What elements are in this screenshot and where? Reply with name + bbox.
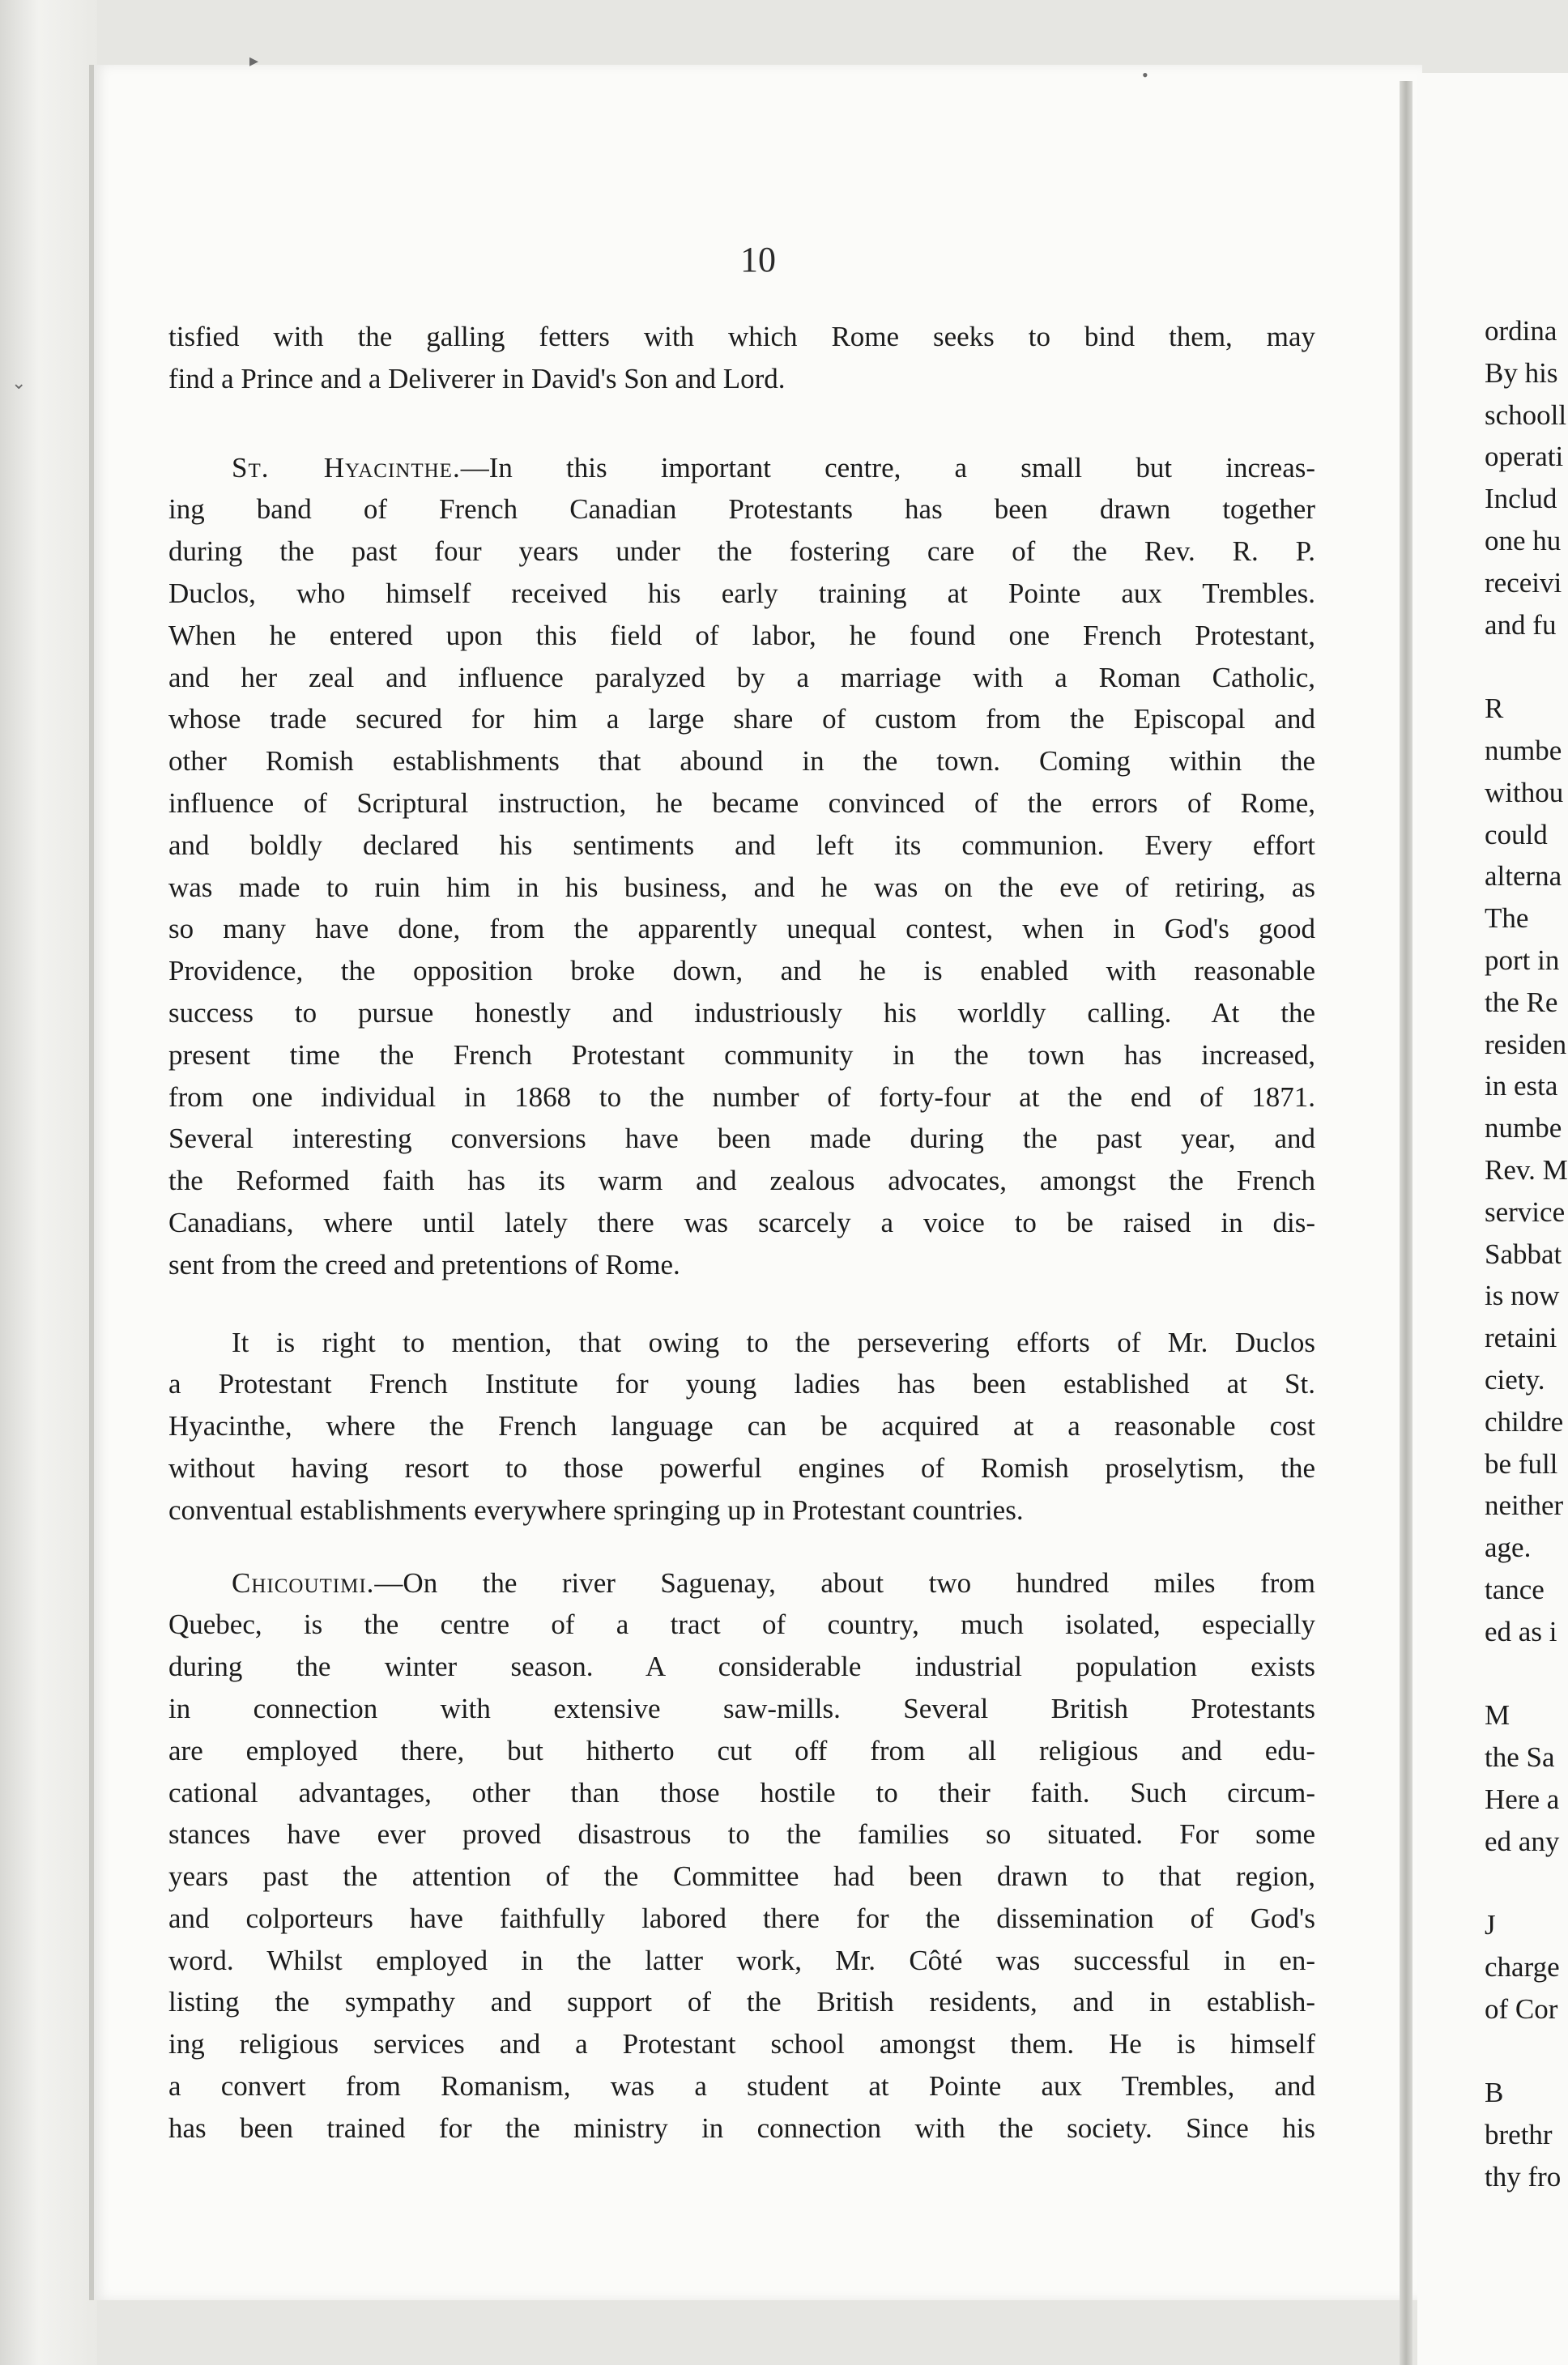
text-line: whose trade secured for him a large share of custom from the Episcopal and [168, 703, 1315, 735]
right-page-fragment: Includ [1485, 483, 1557, 515]
right-page-fragment: R [1485, 692, 1504, 725]
text-line: was made to ruin him in his business, and he was on the eve of retiring, as [168, 871, 1315, 903]
text-line: influence of Scriptural instruction, he became convinced of the errors of Rome, [168, 786, 1315, 819]
text-line: are employed there, but hitherto cut off from all religious and edu- [168, 1734, 1315, 1766]
scan-speck: ⌄ [11, 373, 27, 393]
text-line: other Romish establishments that abound in the town. Coming within the [168, 745, 1315, 778]
right-page-fragment: ordina [1485, 315, 1557, 347]
text-line: find a Prince and a Deliverer in David's Son and Lord. [168, 362, 786, 394]
right-page-fragment: is now [1485, 1280, 1560, 1312]
right-page-fragment: brethr [1485, 2119, 1553, 2151]
right-page-fragment: neither [1485, 1489, 1564, 1522]
right-page-fragment: could [1485, 818, 1548, 850]
scan-speck: ▸ [249, 50, 259, 70]
right-page-fragment: and fu [1485, 608, 1557, 641]
text-line: success to pursue honestly and industriously his worldly calling. At the [168, 996, 1315, 1029]
text-line: without having resort to those powerful engines of Romish proselytism, the [168, 1451, 1315, 1484]
right-page-fragment [1485, 2030, 1568, 2073]
right-page-fragment: age. [1485, 1532, 1532, 1564]
text-line: conventual establishments everywhere springing up in Protestant countries. [168, 1494, 1024, 1526]
right-page-fragment: port in [1485, 944, 1560, 976]
text-line: word. Whilst employed in the latter work, Mr. Côté was successful in en- [168, 1944, 1315, 1976]
right-page-fragment [1485, 1862, 1568, 1904]
text-line: a convert from Romanism, was a student at Pointe aux Trembles, and [168, 2070, 1315, 2103]
right-page-fragment: schooll [1485, 398, 1567, 431]
text-line: the Reformed faith has its warm and zealous advocates, amongst the French [168, 1165, 1315, 1197]
text-line: It is right to mention, that owing to the persevering efforts of Mr. Duclos [232, 1326, 1315, 1358]
right-page-fragment: retaini [1485, 1322, 1557, 1354]
right-page-fragment: childre [1485, 1405, 1564, 1438]
right-page-text-fragments [1485, 310, 1568, 2198]
text-line: cational advantages, other than those hostile to their faith. Such circum- [168, 1776, 1315, 1809]
text-line: in connection with extensive saw-mills. Several British Protestants [168, 1692, 1315, 1724]
text-line: listing the sympathy and support of the British residents, and in establish- [168, 1986, 1315, 2018]
text-line: present time the French Protestant community in the town has increased, [168, 1038, 1315, 1071]
right-page-fragment: ed as i [1485, 1615, 1557, 1647]
text-line: Several interesting conversions have been made during the past year, and [168, 1123, 1315, 1155]
right-page-fragment: The [1485, 902, 1529, 935]
right-page-fragment [1485, 646, 1568, 688]
text-line: from one individual in 1868 to the number of forty-four at the end of 1871. [168, 1080, 1315, 1113]
right-page-fragment: charge [1485, 1951, 1560, 1984]
text-line: sent from the creed and pretentions of Rome. [168, 1248, 680, 1281]
text-line: so many have done, from the apparently unequal contest, when in God's good [168, 913, 1315, 945]
right-page-fragment: service [1485, 1195, 1566, 1228]
section-heading: Chicoutimi. [232, 1566, 375, 1599]
paragraph-gap [168, 400, 1315, 447]
text-line: and her zeal and influence paralyzed by a marriage with a Roman Catholic, [168, 661, 1315, 693]
right-page-fragment: Here a [1485, 1783, 1560, 1815]
left-page-text-block [168, 316, 1315, 2150]
text-line: has been trained for the ministry in connection with the society. Since his [168, 2111, 1315, 2144]
text-line: Providence, the opposition broke down, and he is enabled with reasonable [168, 955, 1315, 987]
text-line: Hyacinthe, where the French language can be acquired at a reasonable cost [168, 1410, 1315, 1442]
paragraph-gap [168, 1532, 1315, 1562]
text-line: ing religious services and a Protestant school amongst them. He is himself [168, 2028, 1315, 2060]
text-line: and colporteurs have faithfully labored there for the dissemination of God's [168, 1902, 1315, 1934]
text-line: Duclos, who himself received his early training at Pointe aux Trembles. [168, 577, 1315, 609]
scan-speck: • [1142, 65, 1148, 85]
right-page-fragment: tance [1485, 1573, 1545, 1605]
right-page-fragment: numbe [1485, 734, 1562, 766]
right-page-fragment: in esta [1485, 1070, 1558, 1102]
right-page-fragment: numbe [1485, 1112, 1562, 1144]
text-line: Quebec, is the centre of a tract of country, much isolated, especially [168, 1609, 1315, 1641]
right-page-fragment: Sabbat [1485, 1238, 1562, 1270]
right-page-fragment [1485, 1653, 1568, 1695]
page-number: 10 [740, 240, 776, 279]
left-binding-edge [0, 0, 97, 2365]
paragraph-gap [168, 1286, 1315, 1322]
right-page-fragment: J [1485, 1909, 1496, 1941]
right-page-fragment: Rev. M [1485, 1153, 1568, 1186]
text-line: during the winter season. A considerable industrial population exists [168, 1651, 1315, 1683]
right-page-fragment: alterna [1485, 860, 1562, 893]
text-line: tisfied with the galling fetters with which Rome seeks to bind them, may [168, 321, 1315, 352]
text-line: stances have ever proved disastrous to the families so situated. For some [168, 1818, 1315, 1851]
text-line: St. Hyacinthe.—In this important centre, a small but increas- [232, 451, 1316, 484]
text-line: years past the attention of the Committee had been drawn to that region, [168, 1860, 1315, 1893]
right-page-fragment: thy fro [1485, 2161, 1562, 2193]
right-page-fragment: withou [1485, 776, 1564, 808]
text-line: and boldly declared his sentiments and left its communion. Every effort [168, 829, 1315, 861]
section-heading: St. Hyacinthe. [232, 451, 461, 484]
right-page-fragment: be full [1485, 1447, 1558, 1480]
right-page-fragment: M [1485, 1699, 1510, 1732]
text-line: during the past four years under the fostering care of the Rev. R. P. [168, 535, 1315, 568]
right-page-fragment: receivi [1485, 566, 1562, 599]
right-page-fragment: the Sa [1485, 1741, 1555, 1774]
right-page-fragment: of Cor [1485, 1992, 1558, 2025]
text-line: Canadians, where until lately there was scarcely a voice to be raised in dis- [168, 1206, 1315, 1238]
book-gutter [1400, 81, 1412, 2365]
right-page-fragment: one hu [1485, 524, 1562, 556]
text-line: When he entered upon this field of labor, he found one French Protestant, [168, 619, 1315, 651]
right-page-fragment: the Re [1485, 986, 1558, 1018]
right-page-fragment: B [1485, 2077, 1504, 2109]
right-page-fragment: ed any [1485, 1825, 1560, 1857]
right-page-fragment: residen [1485, 1028, 1567, 1060]
text-line: ing band of French Canadian Protestants has been drawn together [168, 493, 1315, 526]
text-line: Chicoutimi.—On the river Saguenay, about two hundred miles from [232, 1566, 1315, 1599]
right-page-fragment: By his [1485, 356, 1558, 389]
text-line: a Protestant French Institute for young ladies has been established at St. [168, 1368, 1315, 1400]
right-page-fragment: operati [1485, 441, 1564, 473]
right-page-fragment: ciety. [1485, 1363, 1545, 1396]
